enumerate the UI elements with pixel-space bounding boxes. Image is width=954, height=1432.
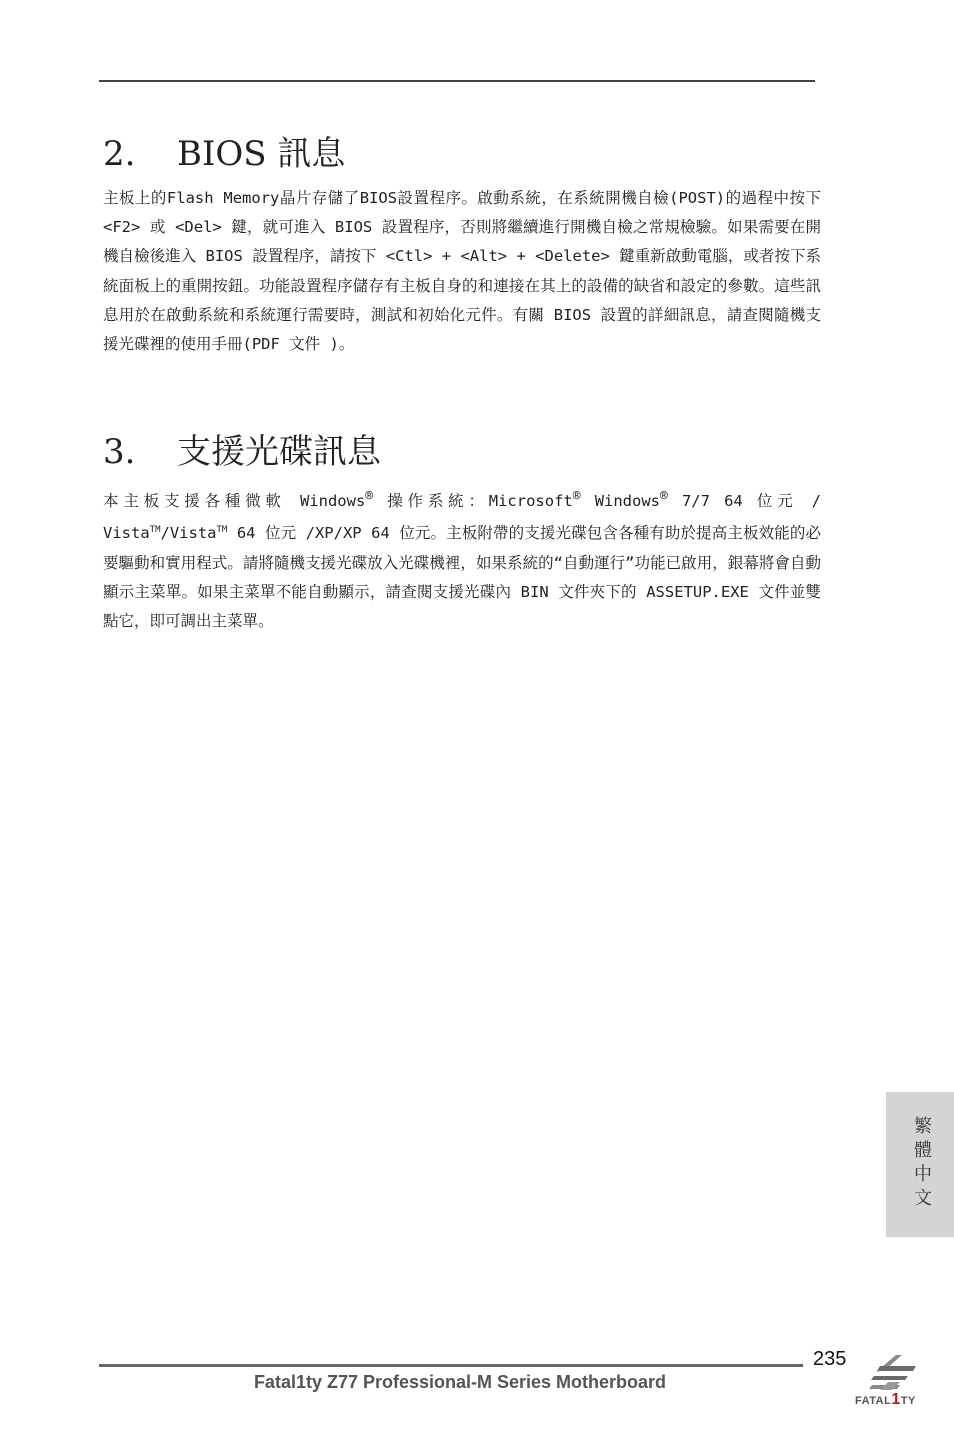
- svg-text:FATAL1TY: [855, 1391, 916, 1408]
- section-number: 3.: [103, 432, 136, 472]
- page-number: 235: [813, 1348, 847, 1370]
- paragraph-text: /Vista: [160, 524, 217, 543]
- bottom-divider: [99, 1364, 803, 1367]
- section-title: BIOS 訊息: [177, 134, 346, 174]
- logo-text: TY: [900, 1395, 916, 1407]
- trademark-mark: TM: [149, 525, 161, 536]
- fatal1ty-emblem-icon: [869, 1355, 916, 1390]
- top-divider: [99, 80, 815, 82]
- logo-digit: 1: [891, 1391, 901, 1408]
- section-heading: [103, 134, 821, 174]
- section-paragraph: [103, 482, 821, 636]
- section-support-cd-info: [103, 432, 821, 636]
- logo-text: FATAL: [855, 1395, 892, 1407]
- paragraph-text: Windows: [580, 492, 661, 511]
- section-heading: [103, 432, 821, 472]
- registered-mark: ®: [572, 489, 581, 504]
- paragraph-text: 操作系統：Microsoft: [373, 492, 573, 511]
- paragraph-text: 7/7 64 位元 / Vista: [103, 492, 821, 543]
- section-number: 2.: [103, 134, 136, 174]
- section-title: 支援光碟訊息: [177, 432, 381, 472]
- footer-title: Fatal1ty Z77 Professional-M Series Motherboard: [253, 1372, 667, 1392]
- language-label: 繁體中文: [911, 1116, 932, 1212]
- registered-mark: ®: [365, 489, 374, 504]
- paragraph-text: 64 位元 /XP/XP 64 位元。主板附帶的支援光碟包含各種有助於提高主板效能的必要驅動和實用程式。請將隨機支援光碟放入光碟機裡，如果系統的“自動運行”功能已啟用，銀幕將會自動顯示主菜單。如果主菜單不能自動顯示，請查閱支援光碟內 BIN 文件夾下的 ASSETUP.EXE 文件並雙點它，即可調出主菜單。: [103, 524, 821, 631]
- fatal1ty-logo: [852, 1352, 932, 1408]
- paragraph-text: 本主板支援各種微軟 Windows: [103, 492, 366, 511]
- section-bios-info: [103, 134, 821, 359]
- section-paragraph: 主板上的Flash Memory晶片存儲了BIOS設置程序。啟動系統，在系統開機自檢(POST)的過程中按下 <F2> 或 <Del> 鍵，就可進入 BIOS 設置程序，否則將繼續進行開機自檢之常規檢驗。如果需要在開機自檢後進入 BIOS 設置程序，請按下 <Ctl> + <Alt> + <Delete> 鍵重新啟動電腦，或者按下系統面板上的重開按鈕。功能設置程序儲存有主板自身的和連接在其上的設備的缺省和設定的參數。這些訊息用於在啟動系統和系統運行需要時，測試和初始化元件。有關 BIOS 設置的詳細訊息，請查閱隨機支援光碟裡的使用手冊(PDF 文件 )。: [103, 189, 821, 354]
- language-side-tab: [886, 1092, 954, 1237]
- trademark-mark: TM: [216, 525, 228, 536]
- registered-mark: ®: [660, 489, 668, 504]
